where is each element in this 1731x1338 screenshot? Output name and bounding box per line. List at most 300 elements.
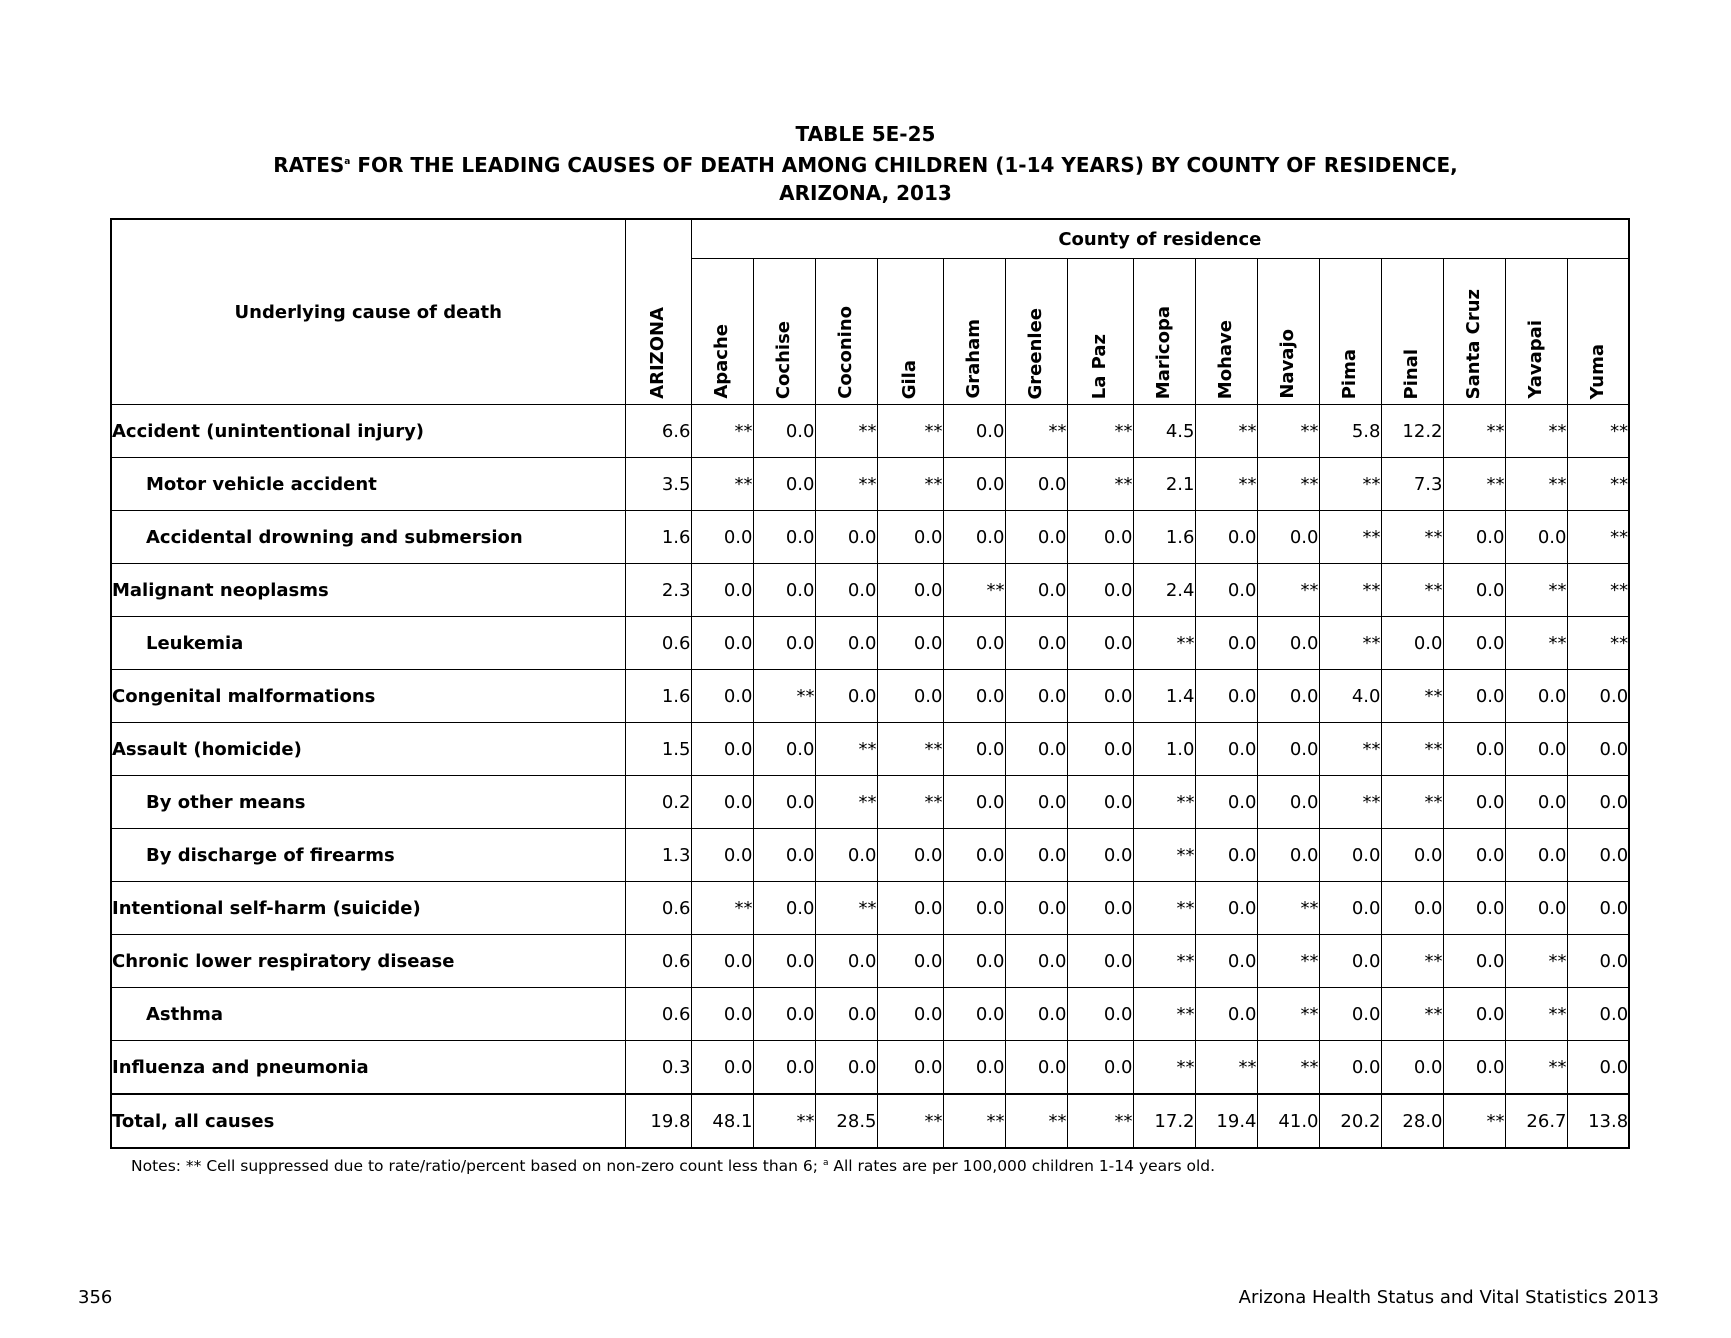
county-rate-cell: ** [877, 776, 943, 829]
county-rate-cell: 0.0 [1195, 670, 1257, 723]
county-rate-cell: ** [1319, 564, 1381, 617]
county-rate-cell: 20.2 [1319, 1094, 1381, 1148]
county-rate-cell: ** [1257, 458, 1319, 511]
county-rate-cell: 0.0 [1443, 1041, 1505, 1095]
county-rate-cell: 0.0 [1257, 670, 1319, 723]
county-rate-cell: 0.0 [1005, 458, 1067, 511]
county-header-label: Cochise [773, 320, 794, 399]
county-rate-cell: 0.0 [1443, 882, 1505, 935]
county-rate-cell: 0.0 [943, 829, 1005, 882]
table-row [111, 405, 1629, 458]
table-subtitle: ARIZONA, 2013 [779, 181, 952, 205]
table-row [111, 935, 1629, 988]
county-rate-cell: ** [1005, 405, 1067, 458]
county-rate-cell: 0.0 [1381, 829, 1443, 882]
county-header [1067, 259, 1133, 405]
county-rate-cell: ** [815, 723, 877, 776]
cause-cell: Accident (unintentional injury) [111, 405, 625, 458]
county-rate-cell: 0.0 [1443, 776, 1505, 829]
county-rate-cell: 0.0 [1067, 882, 1133, 935]
county-header-label: Yuma [1586, 343, 1608, 399]
table-row [111, 1041, 1629, 1095]
county-rate-cell: ** [691, 405, 753, 458]
county-rate-cell: 0.0 [1005, 776, 1067, 829]
county-rate-cell: 0.0 [1005, 882, 1067, 935]
arizona-column-header [625, 219, 691, 405]
county-rate-cell: 2.4 [1133, 564, 1195, 617]
county-rate-cell: 0.0 [1505, 882, 1567, 935]
county-rate-cell: 0.0 [1567, 935, 1629, 988]
county-rate-cell: 0.0 [1443, 935, 1505, 988]
county-rate-cell: 13.8 [1567, 1094, 1629, 1148]
county-rate-cell: 0.0 [877, 617, 943, 670]
county-rate-cell: 0.0 [815, 935, 877, 988]
county-rate-cell: 0.0 [1067, 670, 1133, 723]
county-rate-cell: 0.0 [753, 882, 815, 935]
county-rate-cell: ** [753, 1094, 815, 1148]
county-rate-cell: ** [1567, 564, 1629, 617]
county-rate-cell: 41.0 [1257, 1094, 1319, 1148]
table-row [111, 511, 1629, 564]
county-rate-cell: 0.0 [1195, 776, 1257, 829]
county-rate-cell: 0.0 [753, 1041, 815, 1095]
table-body [111, 405, 1629, 1149]
county-rate-cell: ** [877, 1094, 943, 1148]
arizona-rate-cell: 0.6 [625, 617, 691, 670]
county-rate-cell: ** [815, 776, 877, 829]
county-rate-cell: 0.0 [1443, 723, 1505, 776]
county-rate-cell: 0.0 [753, 723, 815, 776]
arizona-rate-cell: 19.8 [625, 1094, 691, 1148]
county-rate-cell: 48.1 [691, 1094, 753, 1148]
county-rate-cell: 1.0 [1133, 723, 1195, 776]
county-rate-cell: 0.0 [1319, 935, 1381, 988]
county-rate-cell: 0.0 [877, 988, 943, 1041]
cause-cell: Intentional self-harm (suicide) [111, 882, 625, 935]
county-rate-cell: 0.0 [877, 882, 943, 935]
county-rate-cell: ** [1257, 935, 1319, 988]
county-rate-cell: ** [1381, 935, 1443, 988]
county-rate-cell: ** [1505, 405, 1567, 458]
county-rate-cell: 0.0 [943, 776, 1005, 829]
cause-cell: Asthma [111, 988, 625, 1041]
county-rate-cell: 0.0 [691, 564, 753, 617]
county-rate-cell: 2.1 [1133, 458, 1195, 511]
arizona-rate-cell: 0.6 [625, 882, 691, 935]
county-header [815, 259, 877, 405]
arizona-rate-cell: 1.6 [625, 511, 691, 564]
county-rate-cell: 0.0 [1005, 988, 1067, 1041]
county-rate-cell: 0.0 [1443, 617, 1505, 670]
county-rate-cell: ** [815, 458, 877, 511]
county-rate-cell: 0.0 [691, 670, 753, 723]
county-rate-cell: ** [691, 882, 753, 935]
county-rate-cell: 0.0 [1567, 829, 1629, 882]
cause-cell: Malignant neoplasms [111, 564, 625, 617]
county-rate-cell: 0.0 [691, 511, 753, 564]
county-rate-cell: ** [1443, 405, 1505, 458]
county-rate-cell: ** [1443, 1094, 1505, 1148]
table-row [111, 988, 1629, 1041]
county-rate-cell: 0.0 [943, 882, 1005, 935]
notes-superscript: a [822, 1157, 829, 1168]
arizona-rate-cell: 0.6 [625, 988, 691, 1041]
county-rate-cell: 0.0 [1067, 988, 1133, 1041]
cause-cell: Total, all causes [111, 1094, 625, 1148]
county-rate-cell: 0.0 [1381, 882, 1443, 935]
cause-cell: By discharge of firearms [111, 829, 625, 882]
county-rate-cell: 0.0 [753, 511, 815, 564]
county-rate-cell: 0.0 [1067, 617, 1133, 670]
cause-cell: Assault (homicide) [111, 723, 625, 776]
county-header-label: Mohave [1215, 319, 1236, 399]
county-rate-cell: 0.0 [943, 405, 1005, 458]
cause-cell: By other means [111, 776, 625, 829]
county-header [877, 259, 943, 405]
county-rate-cell: ** [1567, 458, 1629, 511]
county-rate-cell: 0.0 [753, 564, 815, 617]
table-row [111, 829, 1629, 882]
county-header-label: La Paz [1089, 333, 1110, 399]
table-number: TABLE 5E-25 [795, 122, 936, 146]
county-rate-cell: 0.0 [815, 829, 877, 882]
table-title [0, 148, 1731, 179]
county-rate-cell: 0.0 [691, 935, 753, 988]
table-title-block [0, 120, 1731, 207]
county-rate-cell: 0.0 [1195, 988, 1257, 1041]
county-rate-cell: ** [1005, 1094, 1067, 1148]
county-rate-cell: 0.0 [943, 723, 1005, 776]
county-header-label: Navajo [1277, 329, 1298, 399]
county-rate-cell: ** [1257, 564, 1319, 617]
table-notes [131, 1157, 1215, 1175]
notes-part1: Notes: ** Cell suppressed due to rate/ratio/percent based on non-zero count less than 6; [131, 1157, 823, 1175]
arizona-rate-cell: 0.3 [625, 1041, 691, 1095]
county-rate-cell: 0.0 [1319, 1041, 1381, 1095]
county-rate-cell: 0.0 [1005, 511, 1067, 564]
county-header-label: Gila [899, 359, 920, 399]
county-rate-cell: 0.0 [753, 617, 815, 670]
arizona-rate-cell: 0.6 [625, 935, 691, 988]
county-rate-cell: 0.0 [753, 935, 815, 988]
county-rate-cell: 0.0 [753, 458, 815, 511]
county-rate-cell: 5.8 [1319, 405, 1381, 458]
county-rate-cell: ** [815, 405, 877, 458]
county-rate-cell: 0.0 [1567, 723, 1629, 776]
publication-title: Arizona Health Status and Vital Statistics 2013 [1238, 1287, 1659, 1308]
title-part1: RATES [273, 153, 345, 177]
county-rate-cell: 0.0 [877, 935, 943, 988]
county-rate-cell: ** [1133, 882, 1195, 935]
arizona-rate-cell: 1.5 [625, 723, 691, 776]
county-rate-cell: 0.0 [1257, 723, 1319, 776]
county-rate-cell: ** [1067, 405, 1133, 458]
county-rate-cell: 0.0 [1005, 617, 1067, 670]
county-rate-cell: ** [1505, 564, 1567, 617]
table-row [111, 723, 1629, 776]
county-header [1195, 259, 1257, 405]
county-rate-cell: 0.0 [1319, 882, 1381, 935]
county-rate-cell: ** [1567, 511, 1629, 564]
county-header [753, 259, 815, 405]
county-rate-cell: ** [877, 723, 943, 776]
notes-part2: All rates are per 100,000 children 1-14 years old. [828, 1157, 1216, 1175]
county-rate-cell: ** [877, 405, 943, 458]
county-rate-cell: ** [1319, 776, 1381, 829]
county-rate-cell: 0.0 [753, 829, 815, 882]
county-rate-cell: ** [1505, 1041, 1567, 1095]
county-rate-cell: 0.0 [943, 617, 1005, 670]
county-rate-cell: ** [1133, 935, 1195, 988]
county-rate-cell: 0.0 [1195, 829, 1257, 882]
county-rate-cell: 0.0 [1443, 564, 1505, 617]
county-rate-cell: 0.0 [691, 988, 753, 1041]
county-header [691, 259, 753, 405]
county-rate-cell: ** [1195, 405, 1257, 458]
county-rate-cell: 12.2 [1381, 405, 1443, 458]
total-row [111, 1094, 1629, 1148]
county-rate-cell: ** [1257, 988, 1319, 1041]
county-rate-cell: ** [691, 458, 753, 511]
county-header [1567, 259, 1629, 405]
county-rate-cell: 0.0 [1381, 617, 1443, 670]
county-rate-cell: 0.0 [1567, 882, 1629, 935]
county-header [1133, 259, 1195, 405]
cause-cell: Congenital malformations [111, 670, 625, 723]
table-row [111, 670, 1629, 723]
county-rate-cell: 0.0 [1005, 829, 1067, 882]
county-rate-cell: ** [1381, 564, 1443, 617]
county-rate-cell: 0.0 [1567, 776, 1629, 829]
county-rate-cell: 0.0 [1443, 988, 1505, 1041]
county-rate-cell: 0.0 [753, 776, 815, 829]
county-rate-cell: 0.0 [1505, 776, 1567, 829]
county-rate-cell: 17.2 [1133, 1094, 1195, 1148]
county-rate-cell: 1.6 [1133, 511, 1195, 564]
table-row [111, 458, 1629, 511]
county-rate-cell: 0.0 [1005, 723, 1067, 776]
county-rate-cell: 0.0 [815, 511, 877, 564]
county-rate-cell: 0.0 [1257, 511, 1319, 564]
county-rate-cell: 0.0 [1067, 935, 1133, 988]
county-rate-cell: 0.0 [691, 829, 753, 882]
county-header-label: Pinal [1401, 348, 1422, 399]
county-header [1005, 259, 1067, 405]
arizona-rate-cell: 0.2 [625, 776, 691, 829]
county-rate-cell: 0.0 [1195, 882, 1257, 935]
title-part2: FOR THE LEADING CAUSES OF DEATH AMONG CHILDREN (1-14 YEARS) BY COUNTY OF RESIDENCE, [350, 153, 1458, 177]
county-rate-cell: ** [943, 564, 1005, 617]
table-row [111, 776, 1629, 829]
county-rate-cell: 0.0 [1505, 670, 1567, 723]
county-rate-cell: ** [1257, 1041, 1319, 1095]
county-rate-cell: 7.3 [1381, 458, 1443, 511]
county-rate-cell: ** [1381, 723, 1443, 776]
county-rate-cell: ** [1505, 988, 1567, 1041]
county-rate-cell: 0.0 [1505, 723, 1567, 776]
county-rate-cell: 0.0 [691, 1041, 753, 1095]
county-rate-cell: 0.0 [1195, 617, 1257, 670]
county-rate-cell: 0.0 [691, 776, 753, 829]
county-rate-cell: 0.0 [1443, 670, 1505, 723]
county-rate-cell: ** [1567, 405, 1629, 458]
county-rate-cell: 0.0 [1195, 935, 1257, 988]
county-rate-cell: 0.0 [1005, 1041, 1067, 1095]
county-header-label: Maricopa [1153, 305, 1174, 399]
county-rate-cell: 26.7 [1505, 1094, 1567, 1148]
county-rate-cell: 0.0 [877, 511, 943, 564]
county-header-label: Yavapai [1525, 320, 1546, 399]
county-header [1505, 259, 1567, 405]
county-rate-cell: 0.0 [1319, 829, 1381, 882]
county-rate-cell: 0.0 [1005, 670, 1067, 723]
county-header-label: Apache [711, 324, 732, 399]
county-rate-cell: ** [1067, 458, 1133, 511]
cause-cell: Accidental drowning and submersion [111, 511, 625, 564]
county-rate-cell: 0.0 [1567, 1041, 1629, 1095]
county-rate-cell: 28.5 [815, 1094, 877, 1148]
county-rate-cell: 0.0 [815, 670, 877, 723]
county-rate-cell: ** [1133, 1041, 1195, 1095]
county-header-label: Pima [1339, 348, 1360, 399]
county-rate-cell: 0.0 [815, 564, 877, 617]
county-rate-cell: 0.0 [1567, 670, 1629, 723]
county-rate-cell: ** [1195, 458, 1257, 511]
county-rate-cell: 0.0 [1443, 511, 1505, 564]
county-rate-cell: ** [1133, 829, 1195, 882]
county-rate-cell: ** [1381, 776, 1443, 829]
county-rate-cell: 0.0 [877, 829, 943, 882]
cause-cell: Influenza and pneumonia [111, 1041, 625, 1095]
arizona-rate-cell: 2.3 [625, 564, 691, 617]
county-header-label: Santa Cruz [1463, 288, 1484, 399]
county-rate-cell: ** [1319, 723, 1381, 776]
county-rate-cell: 0.0 [943, 458, 1005, 511]
county-rate-cell: ** [1381, 511, 1443, 564]
county-rate-cell: 0.0 [1195, 511, 1257, 564]
county-rate-cell: 0.0 [1381, 1041, 1443, 1095]
county-rate-cell: 0.0 [1443, 829, 1505, 882]
county-rate-cell: 28.0 [1381, 1094, 1443, 1148]
county-rate-cell: ** [1195, 1041, 1257, 1095]
county-rate-cell: 4.5 [1133, 405, 1195, 458]
table-row [111, 882, 1629, 935]
county-rate-cell: ** [1133, 988, 1195, 1041]
county-rate-cell: 0.0 [1067, 564, 1133, 617]
county-rate-cell: 0.0 [691, 617, 753, 670]
county-rate-cell: ** [1257, 405, 1319, 458]
table-row [111, 564, 1629, 617]
county-rate-cell: 0.0 [1567, 988, 1629, 1041]
county-header [1257, 259, 1319, 405]
county-rate-cell: 0.0 [815, 617, 877, 670]
county-rate-cell: 0.0 [1067, 723, 1133, 776]
arizona-rate-cell: 3.5 [625, 458, 691, 511]
county-rate-cell: 0.0 [815, 988, 877, 1041]
county-rate-cell: 19.4 [1195, 1094, 1257, 1148]
county-rate-cell: 0.0 [1505, 511, 1567, 564]
county-rate-cell: ** [1133, 776, 1195, 829]
county-rate-cell: 0.0 [943, 988, 1005, 1041]
county-rate-cell: 1.4 [1133, 670, 1195, 723]
county-rate-cell: 0.0 [877, 564, 943, 617]
county-rate-cell: 4.0 [1319, 670, 1381, 723]
county-header-label: Greenlee [1025, 307, 1046, 399]
arizona-header-label: ARIZONA [647, 307, 668, 399]
county-rate-cell: ** [1381, 988, 1443, 1041]
county-header [943, 259, 1005, 405]
county-rate-cell: 0.0 [1067, 829, 1133, 882]
county-rate-cell: 0.0 [943, 1041, 1005, 1095]
county-rate-cell: 0.0 [1319, 988, 1381, 1041]
county-rate-cell: ** [1443, 458, 1505, 511]
county-rate-cell: 0.0 [691, 723, 753, 776]
county-rate-cell: ** [1319, 458, 1381, 511]
county-rate-cell: 0.0 [877, 1041, 943, 1095]
county-rate-cell: ** [877, 458, 943, 511]
county-rate-cell: ** [943, 1094, 1005, 1148]
county-rate-cell: ** [1505, 617, 1567, 670]
title-superscript: a [344, 157, 351, 167]
arizona-rate-cell: 1.6 [625, 670, 691, 723]
county-rate-cell: 0.0 [943, 670, 1005, 723]
county-rate-cell: 0.0 [753, 988, 815, 1041]
county-rate-cell: ** [1567, 617, 1629, 670]
county-rate-cell: 0.0 [1067, 776, 1133, 829]
table-row [111, 617, 1629, 670]
county-rate-cell: ** [1133, 617, 1195, 670]
county-rate-cell: 0.0 [1257, 776, 1319, 829]
cause-cell: Leukemia [111, 617, 625, 670]
cause-cell: Chronic lower respiratory disease [111, 935, 625, 988]
county-header-label: Coconino [835, 306, 856, 399]
county-rate-cell: 0.0 [815, 1041, 877, 1095]
page-number: 356 [78, 1287, 113, 1308]
county-rate-cell: ** [1257, 882, 1319, 935]
county-rate-cell: 0.0 [943, 511, 1005, 564]
cause-column-header: Underlying cause of death [111, 219, 625, 405]
county-rate-cell: 0.0 [943, 935, 1005, 988]
county-rate-cell: ** [1505, 935, 1567, 988]
county-header [1443, 259, 1505, 405]
county-rate-cell: 0.0 [1005, 935, 1067, 988]
county-rate-cell: ** [753, 670, 815, 723]
county-rate-cell: ** [1381, 670, 1443, 723]
county-rate-cell: 0.0 [1505, 829, 1567, 882]
county-rate-cell: ** [1505, 458, 1567, 511]
county-rate-cell: ** [815, 882, 877, 935]
county-rate-cell: ** [1319, 511, 1381, 564]
county-rate-cell: 0.0 [1195, 723, 1257, 776]
county-rate-cell: ** [1319, 617, 1381, 670]
county-rate-cell: 0.0 [877, 670, 943, 723]
county-group-header: County of residence [691, 219, 1629, 259]
county-rate-cell: 0.0 [1257, 829, 1319, 882]
arizona-rate-cell: 6.6 [625, 405, 691, 458]
county-rate-cell: ** [1067, 1094, 1133, 1148]
county-rate-cell: 0.0 [1067, 511, 1133, 564]
county-rate-cell: 0.0 [1195, 564, 1257, 617]
death-rates-table [110, 218, 1630, 1149]
county-header [1381, 259, 1443, 405]
county-rate-cell: 0.0 [753, 405, 815, 458]
county-rate-cell: 0.0 [1067, 1041, 1133, 1095]
county-rate-cell: 0.0 [1005, 564, 1067, 617]
cause-cell: Motor vehicle accident [111, 458, 625, 511]
arizona-rate-cell: 1.3 [625, 829, 691, 882]
county-rate-cell: 0.0 [1257, 617, 1319, 670]
county-header [1319, 259, 1381, 405]
